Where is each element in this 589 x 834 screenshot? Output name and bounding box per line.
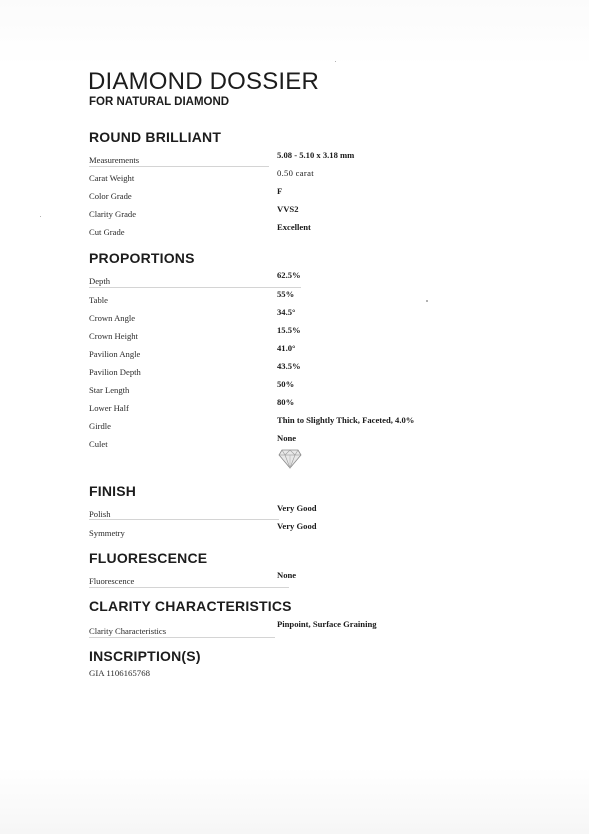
- value-table: 55%: [277, 289, 295, 299]
- label-pavilion-angle: Pavilion Angle: [89, 349, 141, 359]
- label-clarity-grade: Clarity Grade: [89, 209, 137, 219]
- label-girdle: Girdle: [89, 421, 111, 431]
- section-heading-proportions: PROPORTIONS: [89, 250, 195, 266]
- label-cut-grade: Cut Grade: [89, 227, 125, 237]
- report-subtitle: FOR NATURAL DIAMOND: [89, 96, 230, 108]
- value-symmetry: Very Good: [277, 521, 317, 531]
- value-culet: None: [277, 433, 297, 443]
- divider: [89, 519, 279, 520]
- value-clarity-characteristics: Pinpoint, Surface Graining: [277, 619, 377, 629]
- value-clarity-grade: VVS2: [277, 204, 299, 214]
- label-carat-weight: Carat Weight: [89, 173, 135, 183]
- section-heading-clarity-characteristics: CLARITY CHARACTERISTICS: [89, 598, 292, 614]
- label-color-grade: Color Grade: [89, 191, 132, 201]
- scan-speck: [335, 61, 336, 62]
- scan-speck: [40, 216, 41, 217]
- value-pavilion-angle: 41.0°: [277, 343, 296, 353]
- inscription-value: GIA 1106165768: [89, 668, 151, 678]
- divider: [89, 287, 301, 288]
- label-polish: Polish: [89, 509, 111, 519]
- section-heading-fluorescence: FLUORESCENCE: [89, 550, 208, 566]
- value-star-length: 50%: [277, 379, 295, 389]
- section-heading-round-brilliant: ROUND BRILLIANT: [89, 129, 222, 145]
- label-star-length: Star Length: [89, 385, 130, 395]
- divider: [89, 637, 275, 638]
- value-pavilion-depth: 43.5%: [277, 361, 301, 371]
- label-culet: Culet: [89, 439, 108, 449]
- label-lower-half: Lower Half: [89, 403, 129, 413]
- value-measurements: 5.08 - 5.10 x 3.18 mm: [277, 150, 355, 160]
- value-cut-grade: Excellent: [277, 222, 311, 232]
- value-girdle: Thin to Slightly Thick, Faceted, 4.0%: [277, 415, 415, 425]
- label-measurements: Measurements: [89, 155, 140, 165]
- label-crown-angle: Crown Angle: [89, 313, 136, 323]
- label-pavilion-depth: Pavilion Depth: [89, 367, 141, 377]
- value-color-grade: F: [277, 186, 283, 196]
- label-depth: Depth: [89, 276, 111, 286]
- label-clarity-characteristics: Clarity Characteristics: [89, 626, 167, 636]
- label-crown-height: Crown Height: [89, 331, 138, 341]
- report-title: DIAMOND DOSSIER: [88, 68, 320, 95]
- scan-speck: [426, 300, 428, 302]
- value-crown-height: 15.5%: [277, 325, 301, 335]
- value-fluorescence: None: [277, 570, 297, 580]
- section-heading-inscriptions: INSCRIPTION(S): [89, 648, 201, 664]
- diamond-icon: [278, 449, 302, 469]
- value-lower-half: 80%: [277, 397, 295, 407]
- divider: [89, 587, 289, 588]
- label-table: Table: [89, 295, 108, 305]
- value-depth: 62.5%: [277, 270, 301, 280]
- label-symmetry: Symmetry: [89, 528, 125, 538]
- value-carat-weight: 0.50 carat: [277, 168, 314, 178]
- value-crown-angle: 34.5°: [277, 307, 296, 317]
- label-fluorescence: Fluorescence: [89, 576, 135, 586]
- value-polish: Very Good: [277, 503, 317, 513]
- section-heading-finish: FINISH: [89, 483, 137, 499]
- divider: [89, 166, 269, 167]
